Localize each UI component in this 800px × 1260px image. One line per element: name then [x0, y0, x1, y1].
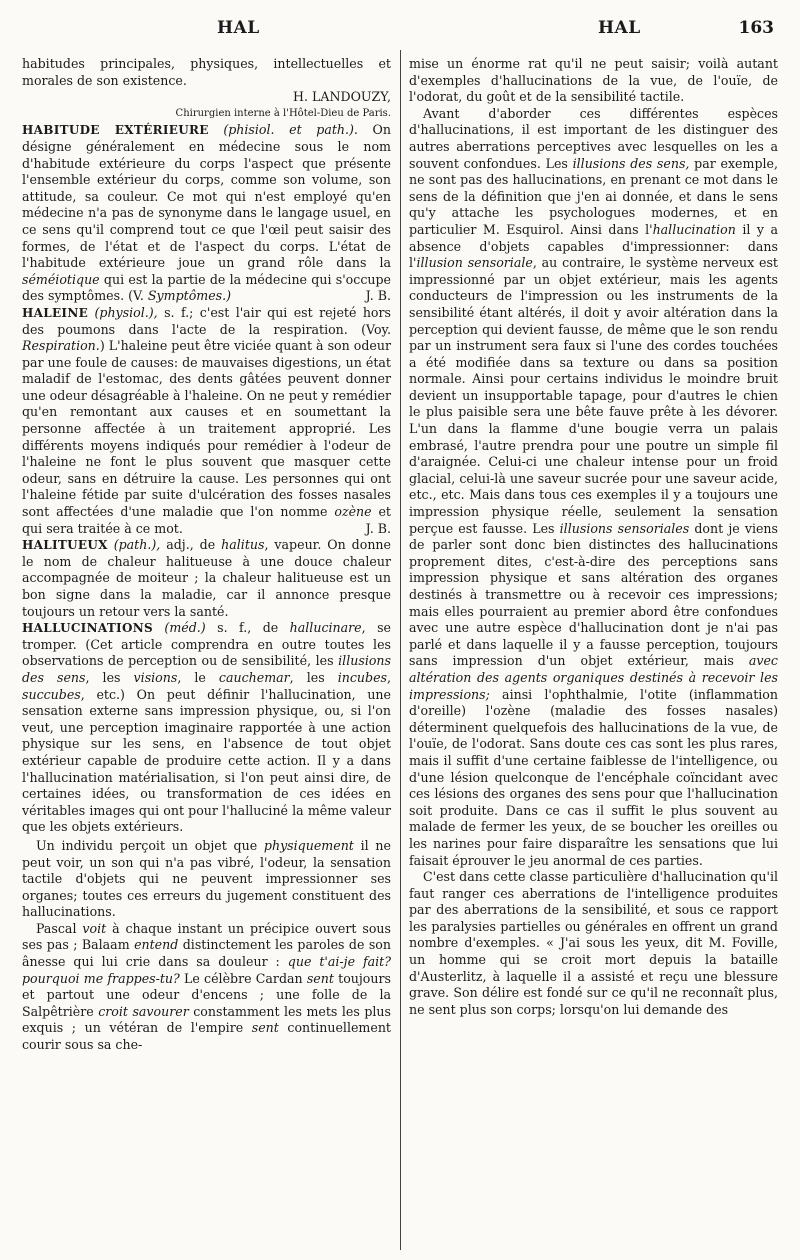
entry-italic: hallucination: [652, 221, 736, 237]
entry-haleine: [22, 305, 391, 537]
entry-italic: séméiotique: [22, 271, 100, 287]
paragraph-individu: [22, 838, 391, 921]
entry-italic: incubes: [337, 669, 387, 685]
entry-text: qui est la partie de la médecine qui s'occupe des symptômes. (V.: [22, 271, 391, 304]
page-number: 163: [738, 18, 774, 38]
entry-text: Avant d'aborder ces différentes espèces d'hallucinations, il est important de les distinguer des autres aberrations perceptives avec lesquelles on les a souvent confondues. Les: [409, 105, 778, 171]
entry-italic: succubes: [22, 686, 81, 702]
grammar-note: (phisiol. et path.).: [223, 122, 358, 138]
entry-text: , les: [289, 669, 338, 685]
headword: HABITUDE EXTÉRIEURE: [22, 123, 209, 138]
entry-text: On désigne généralement en médecine sous le nom d'habitude extérieure du corps l'aspect que présente l'ensemble extérieur du corps, comme son volume, son attitude, sa couleur. Ce mot qui n'est employé qu'en médecine n'a pas de synonyme dans le langage usuel, en ce sens qu'il comprend tout ce que l'œil peut saisir des formes, de l'état et de l'aspect du corps. L'état de l'habitude extérieure joue un grand rôle dans la: [22, 122, 391, 271]
continued-paragraph: mise un énorme rat qu'il ne peut saisir; voilà autant d'exemples d'hallucinations de la vue, de l'ouïe, de l'odorat, du goût et de la sensibilité tactile.: [409, 56, 778, 105]
entry-text: ainsi l'ophthalmie, l'otite (inflammation d'oreille) l'ozène (maladie des fosses nasales) déterminent quelquefois des hallucinations de la vue, de l'ouïe, de l'odorat. Sans doute ces cas sont les plus rares, mais il suffit d'une certaine faiblesse de l'intelligence, ou d'une lésion quelconque de l'encéphale coïncidant avec ces lésions des organes des sens pour que l'hallucination soit produite. Dans ce cas il suffit le plus souvent au malade de fermer les yeux, de se boucher les oreilles ou les narines pour faire disparaître les sensations que lui faisait éprouver le jeu anormal de ces parties.: [409, 686, 778, 868]
entry-text: Un individu perçoit un objet que: [36, 837, 264, 853]
entry-text: à chaque instant un précipice ouvert sous ses pas ; Balaam: [22, 920, 391, 953]
entry-signature: J. B.: [365, 288, 391, 304]
left-column: [22, 56, 391, 1250]
entry-italic: entend: [134, 937, 179, 953]
entry-text: , les: [85, 669, 134, 685]
headword: HALITUEUX: [22, 538, 108, 553]
entry-text: toujours et partout une odeur d'encens ; une folle de la Salpêtrière: [22, 970, 391, 1019]
entry-italic: sent: [251, 1020, 279, 1036]
entry-text: distinctement les paroles de son ânesse qui lui crie dans sa douleur :: [22, 937, 391, 970]
entry-italic: que t'ai-je fait? pourquoi me frappes-tu?: [22, 954, 391, 986]
entry-italic: halitus: [221, 537, 265, 553]
grammar-note: (path.),: [113, 537, 161, 553]
entry-italic: illusion sensoriale: [416, 255, 533, 271]
entry-italic: illusions des sens: [22, 653, 391, 685]
entry-italic: ozène: [334, 504, 372, 520]
entry-italic: physiquement: [263, 837, 354, 853]
entry-text: , le: [177, 669, 219, 685]
continued-paragraph: habitudes principales, physiques, intellectuelles et morales de son existence.: [22, 56, 391, 88]
entry-text: continuellement courir sous sa che-: [22, 1020, 391, 1053]
column-divider: [400, 50, 401, 1250]
grammar-note: (méd.): [164, 620, 206, 636]
running-header: [22, 14, 778, 44]
grammar-note: (physiol.),: [94, 304, 158, 320]
header-center-title: HAL: [598, 18, 641, 38]
right-column: [409, 56, 778, 1250]
entry-italic: croit savourer: [98, 1003, 189, 1019]
author-role: Chirurgien interne à l'Hôtel-Dieu de Paris.: [175, 107, 391, 119]
entry-italic: visions: [133, 669, 178, 685]
entry-text: s. f.; c'est l'air qui est rejeté hors des poumons dans l'acte de la respiration. (Voy.: [22, 304, 391, 337]
entry-italic: Respiration.: [22, 338, 100, 354]
headword: HALEINE: [22, 305, 89, 320]
entry-signature: J. B.: [365, 520, 391, 536]
entry-text: Le célèbre Cardan: [179, 970, 307, 986]
entry-text: ,: [386, 669, 391, 685]
entry-text: constamment les mets les plus exquis ; un vétéran de l'empire: [22, 1003, 391, 1036]
entry-halitueux: [22, 537, 391, 620]
entry-text: adj., de: [160, 537, 222, 553]
author-signature: H. LANDOUZY,: [293, 89, 391, 105]
paragraph-pascal: [22, 921, 391, 1054]
entry-text: , au contraire, le système nerveux est impressionné par un objet extérieur, mais les agents conducteurs de l'impression ou les instruments de la sensibilité étant altérés, il doit y avoir altération dans la perception qui devient fausse, de même que le son rendu par un instrument sera faux si l'une des cordes touchées a été modifiée dans sa texture ou dans sa position normale. Ainsi pour certains individus le moindre bruit devient un insupportable tapage, pour d'autres le chien le plus paisible sera une bête fauve prête à les dévorer. L'un dans la flamme d'une bougie verra un palais embrasé, l'autre prendra pour une poutre un simple fil d'araignée. Celui-ci une chaleur intense pour un froid glacial, celui-là une saveur sucrée pour une saveur acide, etc., etc. Mais dans tous ces exemples il y a toujours une impression physique réelle, seulement la sensation perçue est fausse. Les: [409, 255, 778, 536]
entry-text: , se tromper. (Cet article comprendra en outre toutes les observations de perception ou de sensibilité, les: [22, 620, 391, 669]
entry-italic: voit: [82, 920, 107, 936]
entry-text: Pascal: [36, 920, 83, 936]
entry-italic: Symptômes.): [147, 288, 232, 304]
entry-text: il y a absence d'objets capables d'impressionner: dans l': [409, 221, 778, 271]
entry-italic: avec altération des agents organiques destinés à recevoir les impressions;: [409, 653, 778, 702]
entry-text: par exemple, ne sont pas des hallucinations, en prenant ce mot dans le sens de la définition que j'en ai donnée, et dans le sens qu'y attache les psychologues modernes, et en particulier M. Esquirol. Ainsi dans l': [409, 155, 778, 237]
entry-italic: sent: [306, 970, 334, 986]
entry-text: s. f., de: [205, 620, 290, 636]
headword: HALLUCINATIONS: [22, 621, 153, 636]
entry-text: et qui sera traitée à ce mot.: [22, 504, 391, 536]
entry-text: dont je viens de parler sont donc bien distinctes des hallucinations proprement dites, c'est-à-dire des perceptions sans impression physique et sans altération des organes destinés à transmettre ou à recevoir ces impressions; mais elles pourraient au premier abord être confondues avec une autre espèce d'hallucination dont je n'ai pas parlé et dans laquelle il y a fausse perception, toujours sans impression d'un objet extérieur, mais: [409, 520, 778, 669]
two-column-body: [22, 56, 778, 1250]
entry-italic: illusions sensoriales: [559, 520, 690, 536]
entry-italic: hallucinare: [289, 620, 362, 636]
paragraph-classe: C'est dans cette classe particulière d'hallucination qu'il faut ranger ces aberrations de l'intelligence produites par des aberrations de la sensibilité, et sous ce rapport les paralysies partielles ou générales en offrent un grand nombre d'exemples. « J'ai sous les yeux, dit M. Foville, un homme qui se croit mort depuis la bataille d'Austerlitz, à laquelle il a assisté et reçu une blessure grave. Son délire est fondé sur ce qu'il ne reconnaît plus, ne sent plus son corps; lorsqu'on lui demande des: [409, 869, 778, 1017]
entry-italic: cauchemar: [218, 669, 290, 685]
header-left-title: HAL: [217, 18, 260, 38]
paragraph-illusions: [409, 106, 778, 869]
entry-text: il ne peut voir, un son qui n'a pas vibré, l'odeur, la sensation tactile d'objets qui ne peuvent impressionner ses organes; toutes ces erreurs du jugement constituent des hallucinations.: [22, 837, 391, 920]
entry-habitude-exterieure: [22, 122, 391, 305]
entry-text: ) L'haleine peut être viciée quant à son odeur par une foule de causes: de mauvaises digestions, un état maladif de l'estomac, des dents gâtées peuvent donner une odeur désagréable à l'haleine. On ne peut y remédier qu'en remontant aux causes et en soumettant la personne affectée à un traitement approprié. Les différents moyens indiqués pour remédier à l'odeur de l'haleine ne font le plus souvent que masquer cette odeur, sans en détruire la cause. Les personnes qui ont l'haleine fétide par suite d'ulcération des fosses nasales sont affectées d'une maladie que l'on nomme: [22, 338, 391, 520]
entry-italic: illusions des sens,: [572, 155, 690, 171]
entry-text: , vapeur. On donne le nom de chaleur halitueuse à une douce chaleur accompagnée de moiteur ; la chaleur halitueuse est un bon signe dans la maladie, car il annonce presque toujours un retour vers la santé.: [22, 537, 391, 619]
entry-hallucinations: [22, 620, 391, 836]
entry-text: , etc.) On peut définir l'hallucination, une sensation externe sans impression physique, ou, si l'on veut, une perception imaginaire rapportée à une action physique sur les sens, en l'absence de tout objet extérieur capable de produire cette action. Il y a dans l'hallucination matérialisation, si l'on peut ainsi dire, de certaines idées, ou transformation de ces idées en véritables images qui ont pour l'halluciné la même valeur que les objets extérieurs.: [22, 686, 391, 835]
